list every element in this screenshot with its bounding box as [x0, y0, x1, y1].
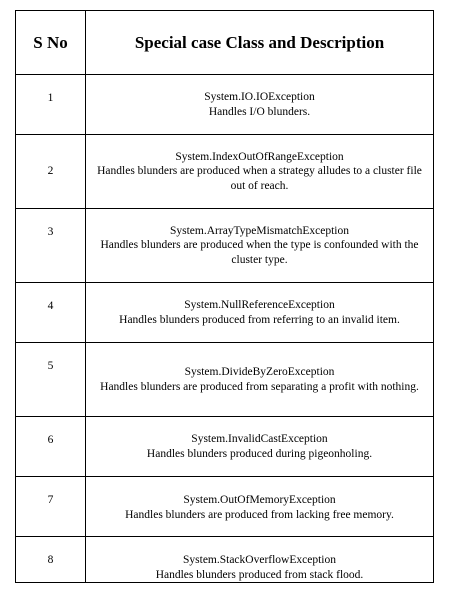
table-header — [16, 11, 434, 75]
exception-description: Handles blunders are produced from separating a profit with nothing. — [100, 380, 419, 393]
header-serial-number: S No — [16, 11, 86, 75]
header-class-description: Special case Class and Description — [86, 11, 434, 75]
row-number: 6 — [16, 417, 86, 477]
row-description-cell — [86, 209, 434, 283]
table-row — [16, 135, 434, 209]
table-row — [16, 75, 434, 135]
exception-description: Handles I/O blunders. — [208, 105, 311, 118]
exception-description: Handles blunders are produced from lacking free memory. — [125, 508, 394, 521]
exception-description: Handles blunders are produced when a strategy alludes to a cluster file out of reach. — [97, 165, 422, 192]
exception-class-name: System.IndexOutOfRangeException — [175, 150, 344, 163]
row-description-cell — [86, 537, 434, 583]
table-row — [16, 343, 434, 417]
row-number: 2 — [16, 135, 86, 209]
exception-class-name: System.NullReferenceException — [184, 299, 335, 311]
table-row — [16, 477, 434, 537]
exception-class-name: System.OutOfMemoryException — [183, 494, 336, 506]
exception-class-name: System.IO.IOException — [204, 91, 315, 103]
row-description-cell — [86, 417, 434, 477]
row-description-cell — [86, 75, 434, 135]
row-description-cell — [86, 343, 434, 417]
header-row — [16, 11, 434, 75]
row-number: 4 — [16, 283, 86, 343]
row-description-cell — [86, 477, 434, 537]
row-number: 5 — [16, 343, 86, 417]
table-row — [16, 209, 434, 283]
exception-class-name: System.InvalidCastException — [191, 433, 328, 445]
exception-classes-table — [15, 10, 434, 583]
exception-description: Handles blunders produced from referring to an invalid item. — [119, 313, 400, 326]
exception-description: Handles blunders produced from stack flood. — [155, 568, 364, 581]
row-number: 7 — [16, 477, 86, 537]
exception-class-name: System.StackOverflowException — [183, 554, 336, 566]
exception-description: Handles blunders are produced when the type is confounded with the cluster type. — [100, 239, 419, 266]
row-number: 3 — [16, 209, 86, 283]
row-number: 1 — [16, 75, 86, 135]
row-description-cell — [86, 135, 434, 209]
row-number: 8 — [16, 537, 86, 583]
table-row — [16, 537, 434, 583]
exception-class-name: System.DivideByZeroException — [184, 366, 335, 378]
table-row — [16, 283, 434, 343]
table-row — [16, 417, 434, 477]
row-description-cell — [86, 283, 434, 343]
exception-description: Handles blunders produced during pigeonholing. — [146, 447, 373, 460]
exception-class-name: System.ArrayTypeMismatchException — [169, 224, 349, 237]
table-body — [16, 75, 434, 583]
